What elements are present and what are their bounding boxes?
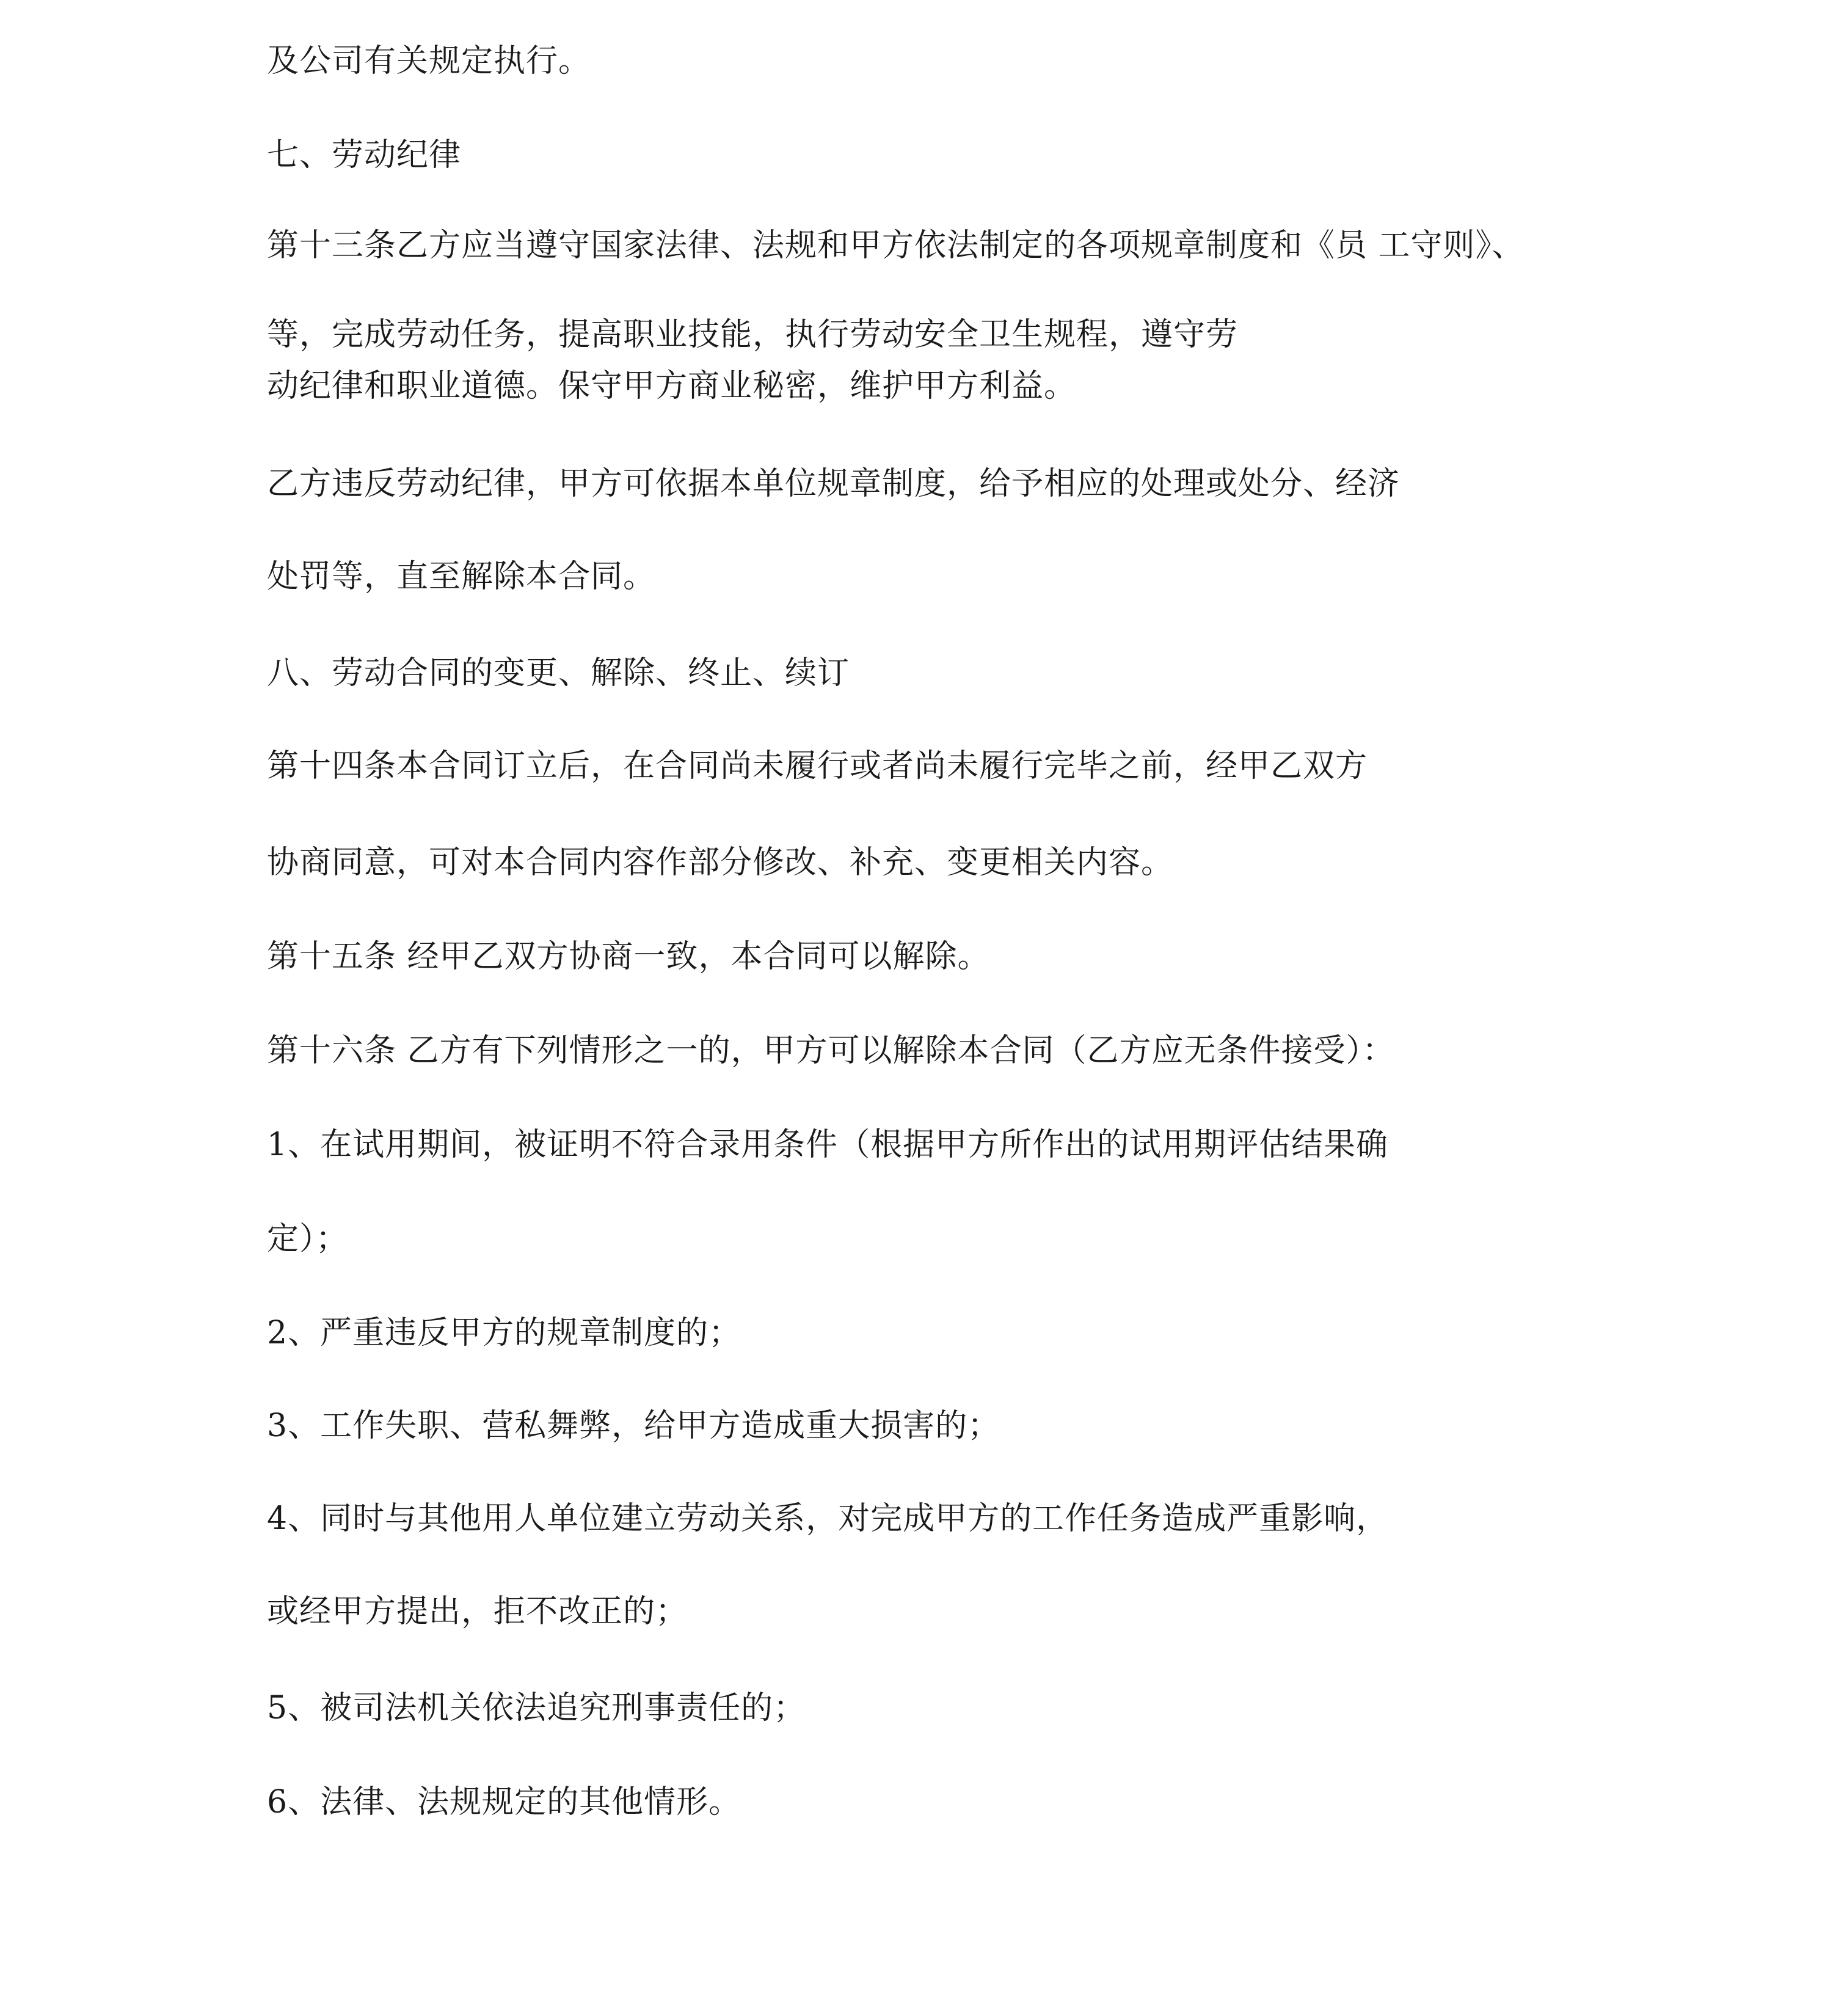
article-13-line-3: 动纪律和职业道德。保守甲方商业秘密，维护甲方利益。 <box>267 368 1077 404</box>
discipline-line-1: 乙方违反劳动纪律，甲方可依据本单位规章制度，给予相应的处理或处分、经济 <box>267 466 1401 502</box>
article-16: 第十六条 乙方有下列情形之一的，甲方可以解除本合同（乙方应无条件接受）： <box>267 1032 1395 1069</box>
section-heading-8: 八、劳动合同的变更、解除、终止、续订 <box>267 655 850 692</box>
list-item-2: 2、严重违反甲方的规章制度的； <box>267 1315 741 1351</box>
section-heading-7: 七、劳动纪律 <box>267 137 462 173</box>
article-14-line-2: 协商同意，可对本合同内容作部分修改、补充、变更相关内容。 <box>267 844 1174 881</box>
article-13-line-2: 等，完成劳动任务，提高职业技能，执行劳动安全卫生规程，遵守劳 <box>267 316 1239 353</box>
list-item-4-line-1: 4、同时与其他用人单位建立劳动关系，对完成甲方的工作任务造成严重影响， <box>267 1500 1389 1537</box>
list-item-1-line-2: 定）； <box>267 1221 349 1257</box>
list-item-5: 5、被司法机关依法追究刑事责任的； <box>267 1690 806 1726</box>
list-item-3: 3、工作失职、营私舞弊，给甲方造成重大损害的； <box>267 1408 1000 1444</box>
discipline-line-2: 处罚等，直至解除本合同。 <box>267 558 656 595</box>
list-item-1-line-1: 1、在试用期间，被证明不符合录用条件（根据甲方所作出的试用期评估结果确 <box>267 1127 1389 1163</box>
article-13-line-1: 第十三条乙方应当遵守国家法律、法规和甲方依法制定的各项规章制度和《员 工守则》、 <box>267 227 1524 264</box>
article-14-line-1: 第十四条本合同订立后，在合同尚未履行或者尚未履行完毕之前，经甲乙双方 <box>267 748 1368 784</box>
article-15: 第十五条 经甲乙双方协商一致，本合同可以解除。 <box>267 938 990 975</box>
list-item-6: 6、法律、法规规定的其他情形。 <box>267 1784 741 1821</box>
list-item-4-line-2: 或经甲方提出，拒不改正的； <box>267 1593 688 1630</box>
text-line-continuation: 及公司有关规定执行。 <box>267 43 591 79</box>
